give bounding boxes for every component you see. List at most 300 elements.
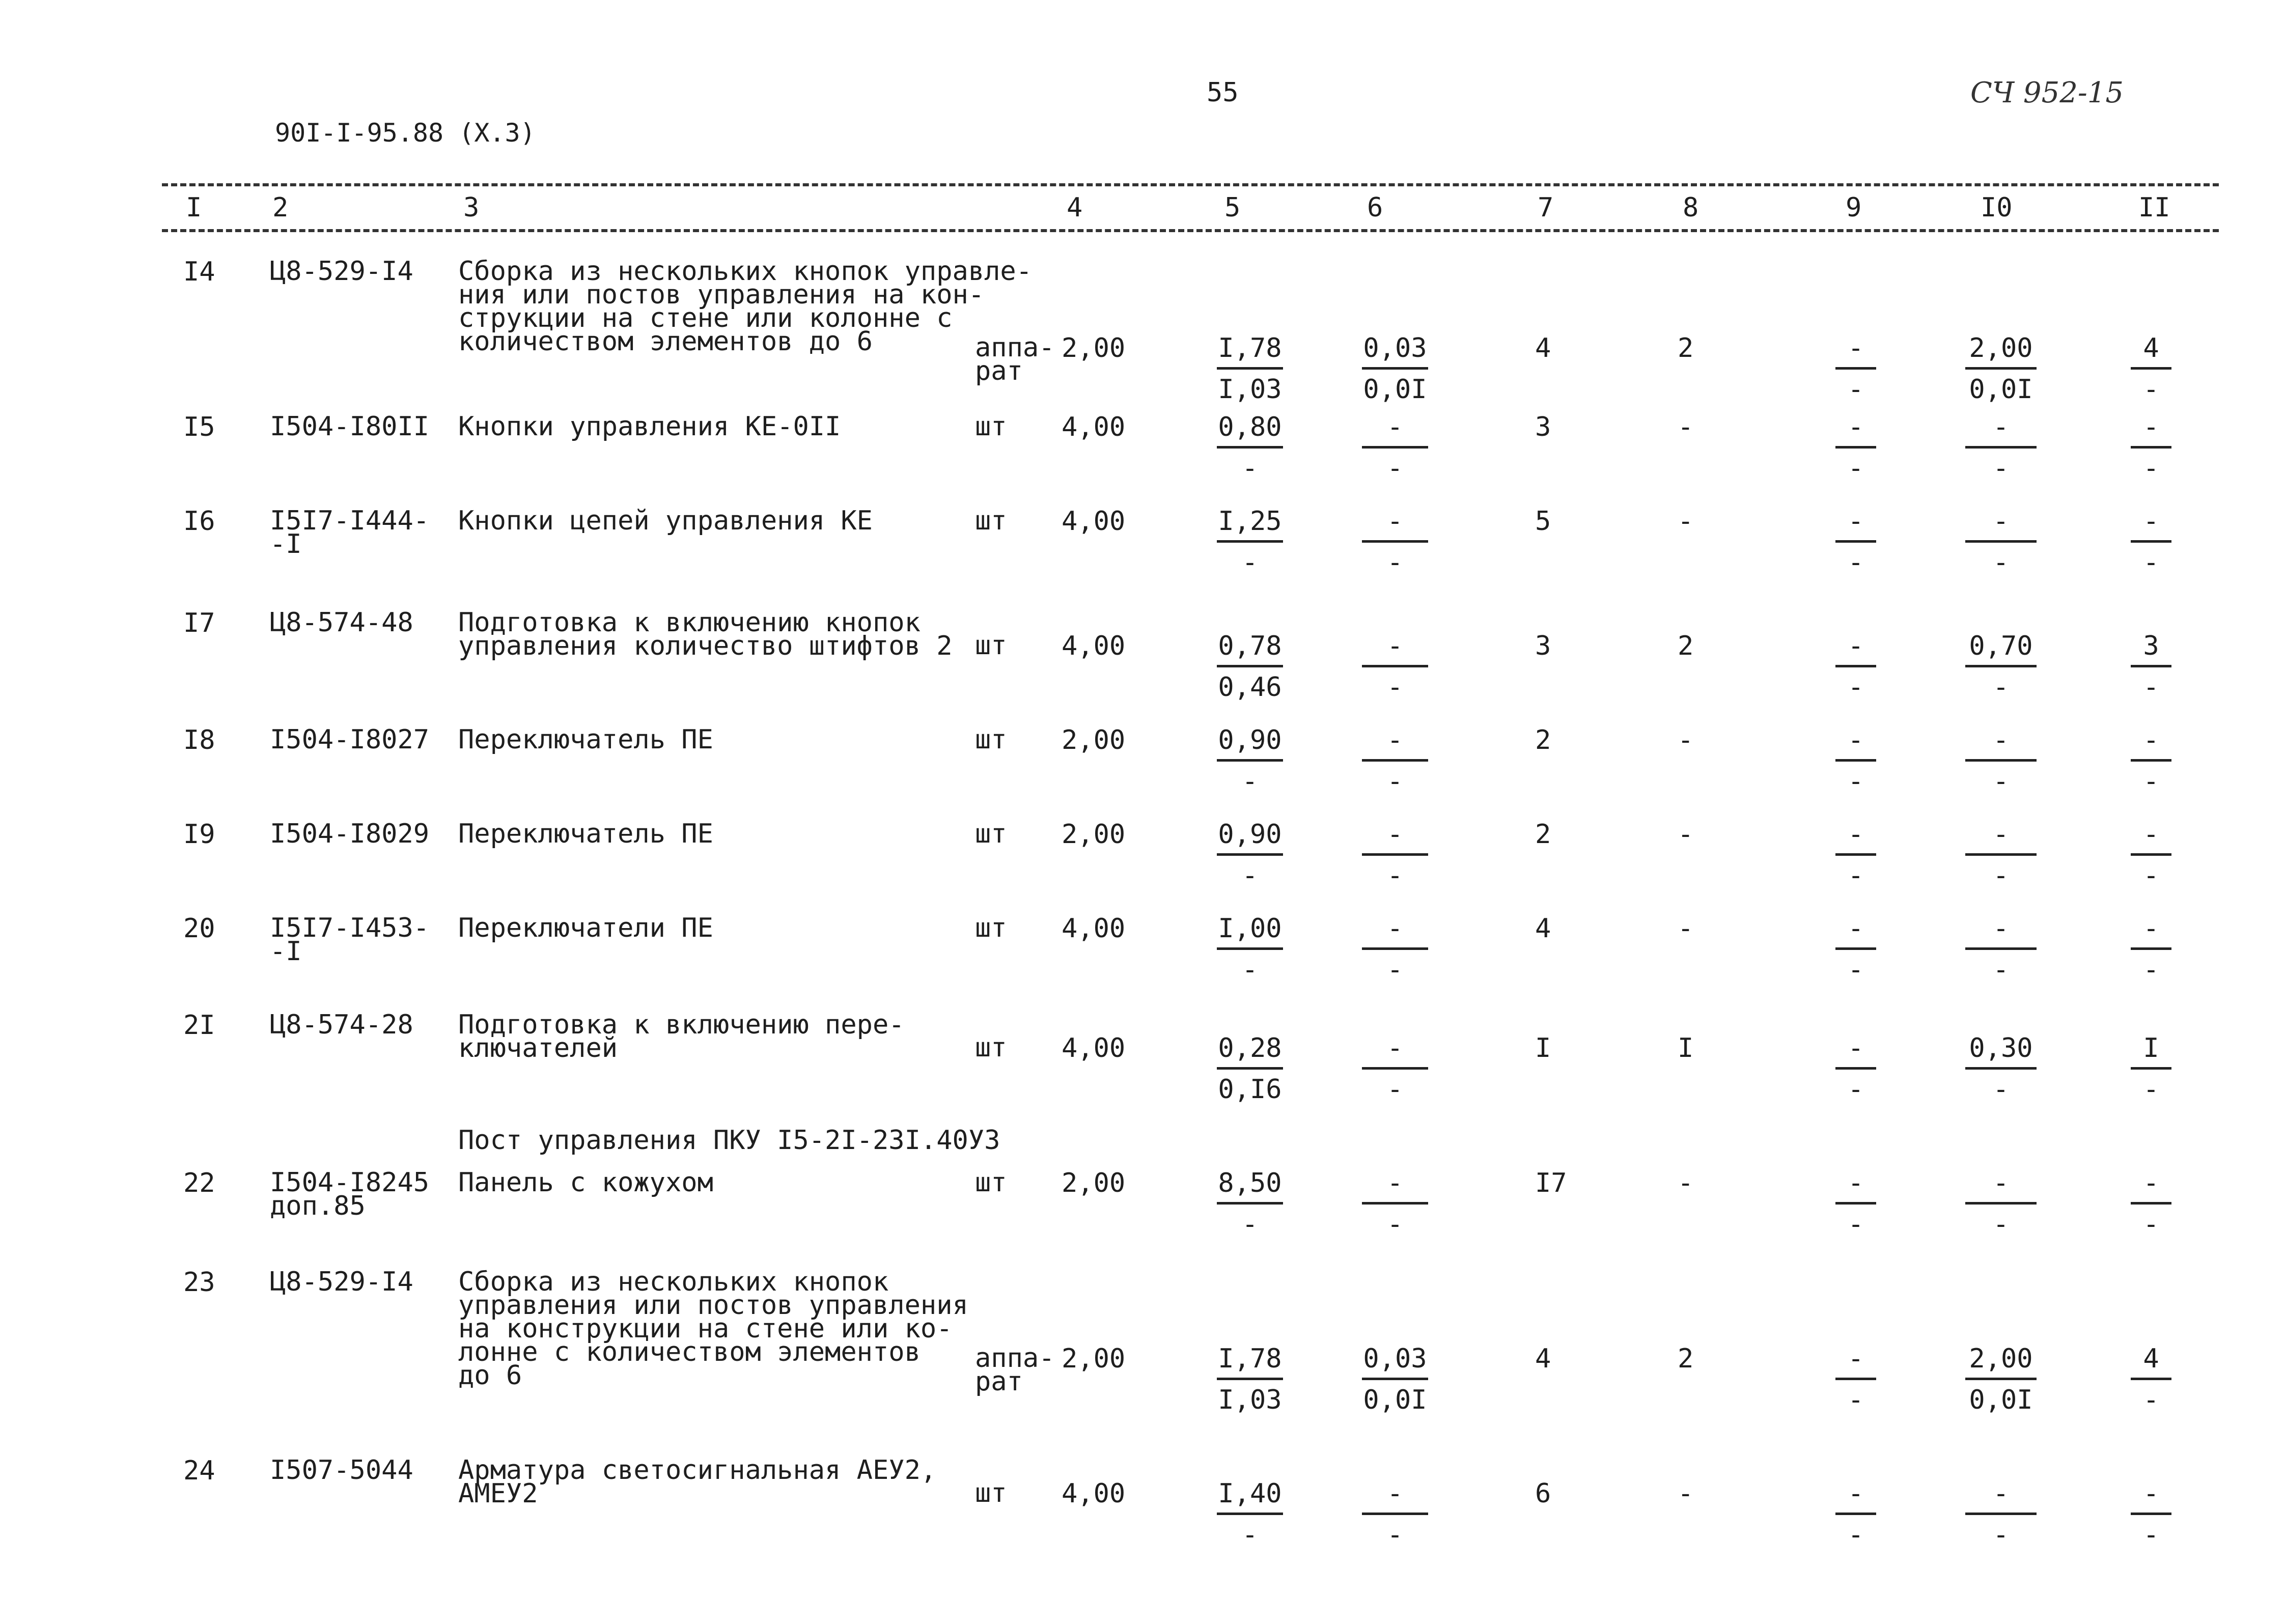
fraction-bar: [1965, 1513, 2037, 1515]
fraction-bar: [1217, 446, 1283, 449]
fraction-denominator: 0,0I: [1969, 1385, 2033, 1415]
row-code: I504-I8027: [270, 724, 430, 755]
fraction-denominator: -: [1848, 1520, 1864, 1550]
fraction-bar: [2131, 1513, 2171, 1515]
archive-stamp: СЧ 952-15: [1970, 76, 2124, 109]
fraction-denominator: -: [1387, 1520, 1403, 1550]
col-header-9: 9: [1846, 192, 1862, 223]
row-number: 22: [183, 1168, 215, 1198]
fraction-denominator: -: [1242, 955, 1258, 985]
fraction-numerator: -: [2143, 1168, 2159, 1198]
fraction-numerator: 2,00: [1969, 1343, 2033, 1374]
fraction-numerator: -: [2143, 1478, 2159, 1509]
fraction-c11: [2131, 507, 2171, 577]
fraction-bar: [2131, 947, 2171, 950]
fraction-bar: [1362, 1378, 1428, 1380]
fraction-numerator: -: [1387, 1033, 1403, 1063]
col-header-4: 4: [1067, 192, 1083, 223]
fraction-denominator: 0,I6: [1218, 1074, 1282, 1105]
fraction-c11: [2131, 820, 2171, 890]
fraction-denominator: -: [1848, 766, 1864, 797]
fraction-numerator: 0,80: [1218, 412, 1282, 442]
row-unit: шт: [975, 630, 1007, 661]
row-col7: 2: [1535, 819, 1551, 850]
fraction-bar: [2131, 759, 2171, 762]
row-quantity: 4,00: [1062, 1478, 1126, 1509]
fraction-denominator: -: [2143, 1074, 2159, 1105]
fraction-c10: [1965, 820, 2037, 890]
fraction-denominator: -: [2143, 860, 2159, 891]
fraction-c10: [1965, 1168, 2037, 1239]
fraction-denominator: -: [2143, 374, 2159, 405]
fraction-bar: [1965, 947, 2037, 950]
fraction-bar: [1217, 759, 1283, 762]
fraction-bar: [1965, 1067, 2037, 1070]
fraction-numerator: -: [1848, 913, 1864, 944]
fraction-numerator: 3: [2143, 631, 2159, 661]
fraction-numerator: -: [1387, 631, 1403, 661]
row-code: I504-I8245 доп.85: [270, 1167, 430, 1221]
row-col8: -: [1678, 1168, 1694, 1198]
fraction-denominator: -: [1387, 955, 1403, 985]
row-unit: шт: [975, 506, 1007, 536]
fraction-denominator: -: [1387, 1209, 1403, 1240]
fraction-c11: [2131, 725, 2171, 796]
page-number: 55: [1207, 77, 1239, 108]
fraction-denominator: 0,0I: [1363, 374, 1427, 405]
fraction-denominator: -: [1993, 860, 2009, 891]
fraction-numerator: -: [1993, 412, 2009, 442]
fraction-c9: [1835, 1168, 1876, 1239]
row-code: I504-I80II: [270, 411, 430, 442]
row-number: I9: [183, 819, 215, 850]
fraction-c11: [2131, 914, 2171, 985]
row-number: I4: [183, 257, 215, 287]
fraction-bar: [1217, 665, 1283, 667]
fraction-bar: [1965, 759, 2037, 762]
fraction-c5: [1217, 1344, 1283, 1415]
row-number: 20: [183, 913, 215, 944]
fraction-denominator: -: [1848, 672, 1864, 703]
fraction-numerator: -: [1993, 1478, 2009, 1509]
col-header-11: II: [2138, 192, 2170, 223]
fraction-numerator: -: [1387, 913, 1403, 944]
row-description: Переключатель ПЕ: [458, 724, 713, 755]
fraction-numerator: -: [1993, 913, 2009, 944]
fraction-denominator: -: [1993, 1074, 2009, 1105]
fraction-numerator: -: [1387, 819, 1403, 850]
fraction-denominator: -: [2143, 1385, 2159, 1415]
fraction-bar: [1362, 367, 1428, 370]
fraction-bar: [1965, 853, 2037, 856]
fraction-denominator: 0,46: [1218, 672, 1282, 703]
fraction-c5: [1217, 1479, 1283, 1550]
fraction-denominator: I,03: [1218, 374, 1282, 405]
fraction-numerator: 2,00: [1969, 333, 2033, 363]
fraction-bar: [1217, 1378, 1283, 1380]
fraction-denominator: 0,0I: [1969, 374, 2033, 405]
row-col7: 4: [1535, 1343, 1551, 1374]
row-code: Ц8-574-28: [270, 1010, 413, 1040]
row-number: 23: [183, 1267, 215, 1298]
row-quantity: 4,00: [1062, 631, 1126, 661]
fraction-c9: [1835, 631, 1876, 702]
fraction-c6: [1362, 820, 1428, 890]
fraction-denominator: -: [2143, 672, 2159, 703]
fraction-bar: [1362, 665, 1428, 667]
row-unit: шт: [975, 1478, 1007, 1508]
fraction-c6: [1362, 412, 1428, 483]
row-quantity: 2,00: [1062, 819, 1126, 850]
fraction-numerator: -: [1387, 725, 1403, 755]
fraction-denominator: -: [1242, 766, 1258, 797]
fraction-bar: [1362, 947, 1428, 950]
fraction-numerator: -: [2143, 725, 2159, 755]
fraction-c5: [1217, 725, 1283, 796]
row-description: Подготовка к включению кнопок управления количество штифтов 2: [458, 607, 953, 661]
fraction-c10: [1965, 333, 2037, 404]
document-code: 90I-I-95.88 (X.3): [275, 118, 536, 148]
row-description: Подготовка к включению пере- ключателей: [458, 1010, 905, 1063]
fraction-c11: [2131, 1479, 2171, 1550]
fraction-denominator: -: [1387, 453, 1403, 484]
fraction-c10: [1965, 412, 2037, 483]
fraction-c10: [1965, 631, 2037, 702]
fraction-denominator: -: [1848, 860, 1864, 891]
fraction-c9: [1835, 820, 1876, 890]
fraction-bar: [1965, 540, 2037, 543]
row-code: Ц8-529-I4: [270, 1267, 413, 1297]
row-description: Переключатель ПЕ: [458, 819, 713, 849]
row-quantity: 4,00: [1062, 412, 1126, 442]
fraction-numerator: -: [1387, 1478, 1403, 1509]
fraction-denominator: -: [1993, 1209, 2009, 1240]
row-code: I5I7-I444- -I: [270, 506, 430, 559]
row-col8: 2: [1678, 1343, 1694, 1374]
fraction-c6: [1362, 1033, 1428, 1104]
fraction-denominator: -: [2143, 1209, 2159, 1240]
fraction-numerator: I,00: [1218, 913, 1282, 944]
fraction-numerator: I,78: [1218, 333, 1282, 363]
fraction-numerator: -: [1848, 1168, 1864, 1198]
fraction-denominator: -: [1242, 860, 1258, 891]
fraction-denominator: -: [1242, 453, 1258, 484]
row-quantity: 4,00: [1062, 506, 1126, 537]
col-header-3: 3: [463, 192, 480, 223]
fraction-bar: [1362, 1202, 1428, 1205]
fraction-denominator: -: [1848, 1385, 1864, 1415]
fraction-denominator: -: [1387, 547, 1403, 578]
fraction-c5: [1217, 1168, 1283, 1239]
fraction-numerator: 0,30: [1969, 1033, 2033, 1063]
fraction-numerator: -: [1387, 412, 1403, 442]
fraction-denominator: -: [1242, 1520, 1258, 1550]
fraction-bar: [1835, 540, 1876, 543]
fraction-c11: [2131, 1344, 2171, 1415]
row-col8: I: [1678, 1033, 1694, 1063]
fraction-bar: [1965, 367, 2037, 370]
fraction-numerator: -: [1993, 506, 2009, 537]
fraction-bar: [2131, 853, 2171, 856]
fraction-numerator: 0,28: [1218, 1033, 1282, 1063]
fraction-denominator: -: [2143, 453, 2159, 484]
fraction-c6: [1362, 631, 1428, 702]
row-number: I8: [183, 725, 215, 755]
row-quantity: 2,00: [1062, 1168, 1126, 1198]
fraction-denominator: 0,0I: [1363, 1385, 1427, 1415]
fraction-bar: [1965, 1378, 2037, 1380]
fraction-bar: [1217, 540, 1283, 543]
fraction-bar: [1835, 446, 1876, 449]
fraction-c10: [1965, 507, 2037, 577]
header-top-rule: [162, 183, 2219, 186]
fraction-numerator: -: [2143, 506, 2159, 537]
fraction-c10: [1965, 914, 2037, 985]
fraction-numerator: -: [1848, 412, 1864, 442]
row-unit: шт: [975, 913, 1007, 943]
row-description: Сборка из нескольких кнопок управления или постов управления на конструкции на стене или ко- лонне с количеством элементов до 6: [458, 1267, 968, 1391]
fraction-numerator: 0,90: [1218, 819, 1282, 850]
section-title: Пост управления ПКУ I5-2I-23I.40УЗ: [458, 1125, 1000, 1156]
fraction-numerator: -: [1848, 1478, 1864, 1509]
fraction-c5: [1217, 507, 1283, 577]
fraction-bar: [1835, 1378, 1876, 1380]
row-code: I507-5044: [270, 1455, 413, 1486]
fraction-bar: [2131, 1378, 2171, 1380]
fraction-c5: [1217, 820, 1283, 890]
col-header-10: I0: [1981, 192, 2013, 223]
fraction-numerator: I: [2143, 1033, 2159, 1063]
fraction-c6: [1362, 1479, 1428, 1550]
row-unit: шт: [975, 724, 1007, 755]
fraction-bar: [1835, 367, 1876, 370]
fraction-bar: [1217, 853, 1283, 856]
fraction-bar: [1835, 853, 1876, 856]
row-col7: 3: [1535, 412, 1551, 442]
col-header-1: I: [186, 192, 202, 223]
row-code: I504-I8029: [270, 819, 430, 849]
fraction-bar: [2131, 540, 2171, 543]
fraction-numerator: -: [1993, 1168, 2009, 1198]
fraction-denominator: -: [1242, 1209, 1258, 1240]
fraction-numerator: -: [2143, 412, 2159, 442]
fraction-bar: [2131, 1067, 2171, 1070]
row-col8: -: [1678, 1478, 1694, 1509]
row-description: Переключатели ПЕ: [458, 913, 713, 943]
row-unit: шт: [975, 819, 1007, 849]
fraction-numerator: -: [1848, 333, 1864, 363]
fraction-numerator: -: [1848, 819, 1864, 850]
fraction-denominator: -: [1993, 1520, 2009, 1550]
row-description: Сборка из нескольких кнопок управле- ния или постов управления на кон- струкции на стене или колонне с количеством элементов до 6: [458, 256, 1033, 357]
row-col7: I: [1535, 1033, 1551, 1063]
fraction-bar: [2131, 665, 2171, 667]
fraction-numerator: 0,90: [1218, 725, 1282, 755]
fraction-c6: [1362, 1344, 1428, 1415]
col-header-2: 2: [272, 192, 289, 223]
fraction-denominator: -: [1387, 672, 1403, 703]
fraction-bar: [1965, 446, 2037, 449]
row-col8: 2: [1678, 333, 1694, 363]
row-unit: шт: [975, 411, 1007, 442]
row-col8: -: [1678, 819, 1694, 850]
row-code: Ц8-574-48: [270, 607, 413, 638]
fraction-denominator: -: [1993, 955, 2009, 985]
fraction-denominator: -: [2143, 1520, 2159, 1550]
row-quantity: 4,00: [1062, 913, 1126, 944]
fraction-denominator: -: [1993, 547, 2009, 578]
row-number: 24: [183, 1455, 215, 1486]
fraction-bar: [1835, 947, 1876, 950]
fraction-numerator: I,40: [1218, 1478, 1282, 1509]
fraction-c10: [1965, 1033, 2037, 1104]
fraction-denominator: -: [1848, 955, 1864, 985]
fraction-bar: [1217, 367, 1283, 370]
row-quantity: 4,00: [1062, 1033, 1126, 1063]
row-col8: -: [1678, 412, 1694, 442]
fraction-bar: [1965, 665, 2037, 667]
fraction-numerator: 4: [2143, 1343, 2159, 1374]
fraction-c10: [1965, 1479, 2037, 1550]
row-number: I5: [183, 412, 215, 442]
row-col7: 6: [1535, 1478, 1551, 1509]
fraction-denominator: -: [1387, 860, 1403, 891]
fraction-numerator: 0,78: [1218, 631, 1282, 661]
fraction-bar: [1835, 759, 1876, 762]
fraction-c5: [1217, 412, 1283, 483]
fraction-numerator: 4: [2143, 333, 2159, 363]
fraction-denominator: -: [1387, 766, 1403, 797]
fraction-numerator: -: [1387, 506, 1403, 537]
fraction-denominator: -: [2143, 547, 2159, 578]
fraction-bar: [1835, 1202, 1876, 1205]
fraction-c9: [1835, 1033, 1876, 1104]
row-col7: 3: [1535, 631, 1551, 661]
fraction-bar: [1217, 1202, 1283, 1205]
fraction-denominator: -: [1848, 1074, 1864, 1105]
fraction-denominator: -: [1993, 672, 2009, 703]
fraction-c9: [1835, 725, 1876, 796]
row-description: Панель с кожухом: [458, 1167, 713, 1198]
fraction-bar: [1217, 947, 1283, 950]
row-number: 2I: [183, 1010, 215, 1041]
fraction-bar: [2131, 1202, 2171, 1205]
fraction-c6: [1362, 914, 1428, 985]
col-header-8: 8: [1683, 192, 1699, 223]
fraction-denominator: I,03: [1218, 1385, 1282, 1415]
row-col7: 5: [1535, 506, 1551, 537]
row-description: Арматура светосигнальная АЕУ2, АМЕУ2: [458, 1455, 937, 1509]
fraction-numerator: 0,70: [1969, 631, 2033, 661]
fraction-numerator: -: [1848, 631, 1864, 661]
fraction-numerator: -: [2143, 913, 2159, 944]
row-unit: шт: [975, 1032, 1007, 1063]
fraction-numerator: 0,03: [1363, 333, 1427, 363]
fraction-bar: [1362, 446, 1428, 449]
fraction-bar: [2131, 367, 2171, 370]
col-header-5: 5: [1224, 192, 1241, 223]
fraction-denominator: -: [1993, 453, 2009, 484]
fraction-bar: [1835, 665, 1876, 667]
row-description: Кнопки управления КЕ-0II: [458, 411, 841, 442]
fraction-denominator: -: [1848, 1209, 1864, 1240]
col-header-6: 6: [1367, 192, 1383, 223]
row-code: Ц8-529-I4: [270, 256, 413, 287]
fraction-bar: [1362, 540, 1428, 543]
row-unit: аппа- рат: [975, 332, 1055, 386]
row-number: I6: [183, 506, 215, 537]
fraction-denominator: -: [1242, 547, 1258, 578]
row-col7: 4: [1535, 913, 1551, 944]
fraction-c11: [2131, 412, 2171, 483]
fraction-denominator: -: [1848, 453, 1864, 484]
fraction-bar: [1217, 1513, 1283, 1515]
fraction-denominator: -: [2143, 955, 2159, 985]
fraction-c5: [1217, 631, 1283, 702]
fraction-c11: [2131, 333, 2171, 404]
row-quantity: 2,00: [1062, 725, 1126, 755]
fraction-numerator: -: [1993, 725, 2009, 755]
fraction-c9: [1835, 1479, 1876, 1550]
fraction-bar: [2131, 446, 2171, 449]
fraction-numerator: -: [2143, 819, 2159, 850]
fraction-bar: [1835, 1513, 1876, 1515]
row-unit: аппа- рат: [975, 1343, 1055, 1397]
fraction-c6: [1362, 333, 1428, 404]
fraction-bar: [1362, 853, 1428, 856]
fraction-bar: [1362, 759, 1428, 762]
fraction-bar: [1965, 1202, 2037, 1205]
fraction-numerator: 8,50: [1218, 1168, 1282, 1198]
fraction-numerator: -: [1848, 506, 1864, 537]
fraction-c9: [1835, 412, 1876, 483]
fraction-c5: [1217, 1033, 1283, 1104]
fraction-c9: [1835, 507, 1876, 577]
col-header-7: 7: [1538, 192, 1554, 223]
row-col7: 2: [1535, 725, 1551, 755]
row-number: I7: [183, 608, 215, 638]
fraction-c6: [1362, 1168, 1428, 1239]
fraction-c5: [1217, 333, 1283, 404]
row-unit: шт: [975, 1167, 1007, 1198]
fraction-c11: [2131, 1033, 2171, 1104]
row-col8: -: [1678, 506, 1694, 537]
fraction-numerator: -: [1848, 725, 1864, 755]
fraction-bar: [1362, 1067, 1428, 1070]
fraction-numerator: -: [1848, 1033, 1864, 1063]
fraction-numerator: -: [1387, 1168, 1403, 1198]
row-col8: -: [1678, 913, 1694, 944]
row-description: Кнопки цепей управления КЕ: [458, 506, 873, 536]
fraction-c5: [1217, 914, 1283, 985]
fraction-c11: [2131, 631, 2171, 702]
fraction-denominator: -: [1848, 547, 1864, 578]
fraction-numerator: I,78: [1218, 1343, 1282, 1374]
fraction-c11: [2131, 1168, 2171, 1239]
fraction-c6: [1362, 725, 1428, 796]
fraction-c9: [1835, 1344, 1876, 1415]
row-col7: I7: [1535, 1168, 1567, 1198]
row-quantity: 2,00: [1062, 333, 1126, 363]
row-code: I5I7-I453- -I: [270, 913, 430, 967]
fraction-denominator: -: [1848, 374, 1864, 405]
fraction-denominator: -: [1387, 1074, 1403, 1105]
fraction-bar: [1835, 1067, 1876, 1070]
header-bottom-rule: [162, 229, 2219, 232]
fraction-denominator: -: [1993, 766, 2009, 797]
fraction-numerator: 0,03: [1363, 1343, 1427, 1374]
row-col7: 4: [1535, 333, 1551, 363]
